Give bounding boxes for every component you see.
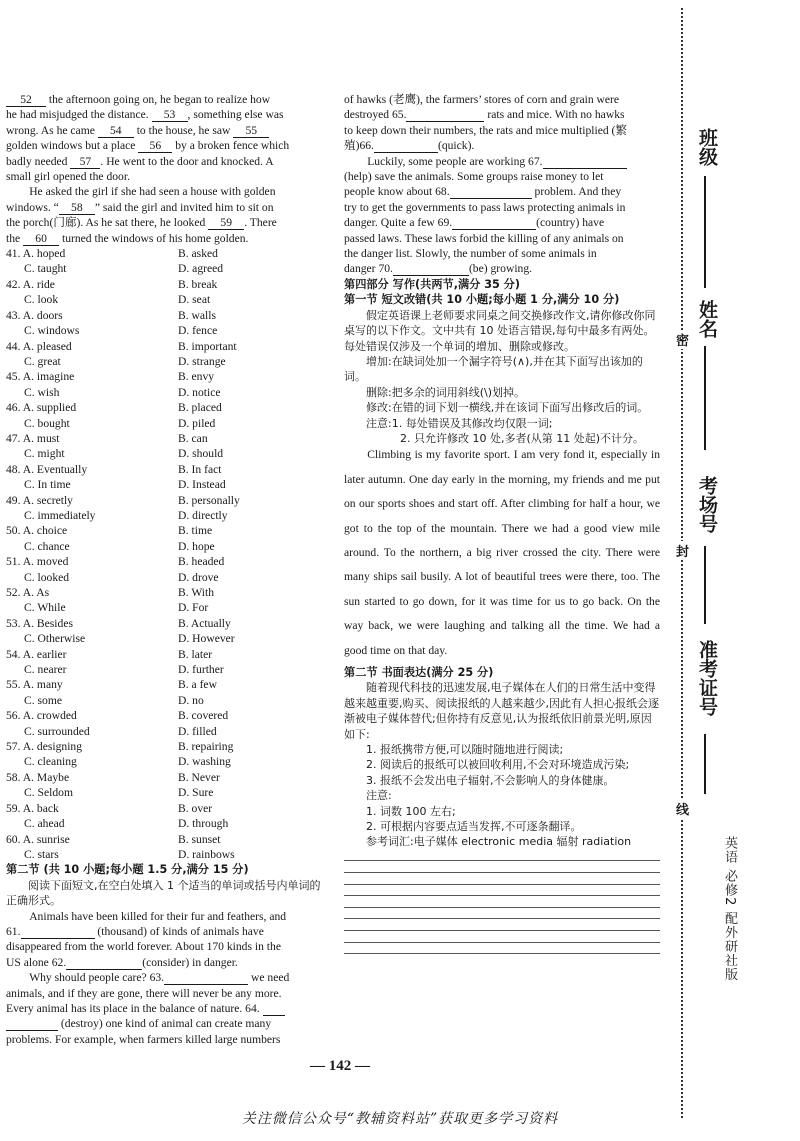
option-row — [6, 847, 324, 862]
option-b[interactable]: B. Never — [178, 770, 220, 784]
name-label: 姓名 — [696, 300, 718, 338]
proofread-essay: Climbing is my favorite sport. I am very fond it, especially in later autumn. One day early in the morning, my friends and me put on our sports shoes and start off. After climbing for half a hour, we got to the top of the mountain. There we had a good view mile around. To the northern, a big river crossed the city. There were many ships sail busily. A lot of beautiful trees were there, too. The sun started to go down, for it was time for us to go back. On the way back, we were laughing and talking all the time. We had a good time on that day. — [344, 448, 660, 657]
option-b[interactable]: B. later — [178, 647, 213, 661]
option-c[interactable]: C. wish — [24, 385, 60, 399]
answer-line[interactable] — [344, 896, 660, 908]
option-row — [6, 693, 324, 708]
writing-point-3: 3. 报纸不会发出电子辐射,不会影响人的身体健康。 — [366, 773, 615, 787]
left-column — [6, 92, 324, 1047]
blank-58: 58 — [59, 202, 95, 215]
option-b[interactable]: B. sunset — [178, 832, 221, 846]
passage-text: danger. Quite a few 69. — [344, 216, 453, 230]
passage-text: (destroy) one kind of animal can create many — [60, 1017, 272, 1031]
passage-text: try to get the governments to pass laws protecting animals in — [344, 200, 626, 214]
writing-reference-words: 参考词汇:电子媒体 electronic media 辐射 radiation — [366, 835, 632, 849]
seal-char-xian: 线 — [676, 799, 689, 818]
option-c[interactable]: C. Otherwise — [24, 632, 86, 646]
option-d[interactable]: D. fence — [178, 324, 218, 338]
blank-60: 60 — [23, 233, 59, 246]
multiple-choice-options — [6, 246, 324, 862]
option-row — [6, 585, 324, 600]
option-row — [6, 523, 324, 538]
option-b[interactable]: B. important — [178, 339, 237, 353]
option-c[interactable]: C. In time — [24, 478, 71, 492]
option-row — [6, 261, 324, 276]
passage-text: (thousand) of kinds of animals have — [97, 924, 264, 938]
passage-text: Every animal has its place in the balance of nature. 64. — [6, 1001, 260, 1015]
option-row — [6, 770, 324, 785]
option-row — [6, 308, 324, 323]
option-b[interactable]: B. a few — [178, 678, 217, 692]
option-b[interactable]: B. envy — [178, 370, 215, 384]
writing-intro: 随着现代科技的迅速发展,电子媒体在人们的日常生活中变得越来越重要,购买、阅读报纸的人越来越少,因此有人担心报纸会逐渐被电子媒体替代;但你持有反意见,认为报纸依旧前景光明,原因如下: — [344, 681, 659, 741]
blank-54: 54 — [98, 125, 134, 138]
option-b[interactable]: B. walls — [178, 308, 217, 322]
option-c[interactable]: C. windows — [24, 324, 80, 338]
blank-55: 55 — [233, 125, 269, 138]
option-b[interactable]: B. repairing — [178, 740, 234, 754]
option-b[interactable]: B. Actually — [178, 616, 231, 630]
passage-text: He asked the girl if she had seen a house with golden — [29, 185, 276, 199]
proofread-note-1: 注意:1. 每处错误及其修改均仅限一词; — [366, 416, 553, 430]
option-a[interactable]: 48. A. Eventually — [6, 462, 88, 476]
passage-text: 61. — [6, 924, 21, 938]
option-a[interactable]: 45. A. imagine — [6, 370, 75, 384]
option-a[interactable]: 42. A. ride — [6, 277, 55, 291]
writing-note-1: 1. 词数 100 左右; — [366, 804, 456, 818]
blank-65 — [406, 109, 484, 122]
option-c[interactable]: C. bought — [24, 416, 70, 430]
passage-text: (quick). — [437, 139, 475, 153]
passage-text: (country) have — [536, 216, 605, 230]
option-row — [6, 554, 324, 569]
option-c[interactable]: C. taught — [24, 262, 67, 276]
option-row — [6, 431, 324, 446]
writing-note-2: 2. 可根据内容要点适当发挥,不可逐条翻译。 — [366, 820, 582, 834]
option-c[interactable]: C. some — [24, 693, 63, 707]
option-c[interactable]: C. nearer — [24, 663, 67, 677]
option-row — [6, 801, 324, 816]
passage-text: to the house, he saw — [136, 123, 231, 137]
ticket-number-label: 准考证号 — [696, 640, 718, 716]
blank-59: 59 — [208, 217, 244, 230]
option-d[interactable]: D. drove — [178, 570, 219, 584]
exam-room-label: 考场号 — [696, 476, 718, 533]
option-c[interactable]: C. great — [24, 354, 61, 368]
passage-text: the afternoon going on, he began to realize how — [48, 93, 271, 106]
option-b[interactable]: B. covered — [178, 709, 229, 723]
blank-63 — [164, 972, 248, 985]
section2-instruction: 阅读下面短文,在空白处填入 1 个适当的单词或括号内单词的正确形式。 — [6, 878, 321, 908]
option-row — [6, 416, 324, 431]
proofread-heading: 第一节 短文改错(共 10 小题;每小题 1 分,满分 10 分) — [344, 293, 620, 307]
seal-char-feng: 封 — [676, 541, 689, 560]
passage-text: passed laws. These laws forbid the killing of any animals on — [344, 231, 624, 245]
exam-room-write-line[interactable] — [704, 546, 706, 624]
option-c[interactable]: C. chance — [24, 539, 70, 553]
blank-69 — [452, 217, 536, 230]
passage-text: destroyed 65. — [344, 108, 407, 122]
option-a[interactable]: 60. A. sunrise — [6, 832, 70, 846]
option-a[interactable]: 47. A. must — [6, 431, 60, 445]
option-d[interactable]: D. rainbows — [178, 847, 235, 861]
passage-text: golden windows but a place — [6, 139, 136, 153]
option-row — [6, 708, 324, 723]
passage-text: the — [6, 231, 21, 245]
option-row — [6, 369, 324, 384]
passage-text: disappeared from the world forever. About 170 kinds in the — [6, 940, 281, 954]
class-write-line[interactable] — [704, 176, 706, 288]
option-b[interactable]: B. With — [178, 586, 215, 599]
blank-67 — [543, 156, 627, 169]
part4-heading: 第四部分 写作(共两节,满分 35 分) — [344, 277, 520, 291]
answer-line[interactable] — [344, 919, 660, 931]
option-c[interactable]: C. cleaning — [24, 755, 77, 769]
option-row — [6, 385, 324, 400]
seal-char-mi: 密 — [676, 330, 689, 349]
passage-text: ” said the girl and invited him to sit on — [94, 200, 274, 214]
option-c[interactable]: C. Seldom — [24, 786, 73, 800]
option-b[interactable]: B. In fact — [178, 462, 222, 476]
blank-64-part — [263, 1003, 285, 1016]
option-d[interactable]: D. Sure — [178, 786, 214, 800]
option-d[interactable]: D. washing — [178, 755, 231, 769]
option-a[interactable]: 52. A. As — [6, 586, 50, 599]
passage-text: small girl opened the door. — [6, 170, 130, 184]
blank-68 — [450, 186, 532, 199]
answer-line[interactable] — [344, 943, 660, 955]
option-row — [6, 400, 324, 415]
passage-text: animals, and if they are gone, there will never be any more. — [6, 986, 282, 1000]
writing-heading: 第二节 书面表达(满分 25 分) — [344, 666, 494, 679]
option-row — [6, 339, 324, 354]
proofread-intro: 假定英语课上老师要求同桌之间交换修改作文,请你修改你同桌写的以下作文。文中共有 10 处语言错误,每句中最多有两处。每处错误仅涉及一个单词的增加、删除或修改。 — [344, 308, 656, 353]
option-a[interactable]: 56. A. crowded — [6, 709, 77, 723]
writing-answer-area[interactable] — [344, 850, 660, 954]
option-d[interactable]: D. through — [178, 817, 229, 831]
option-d[interactable]: D. directly — [178, 508, 228, 522]
passage-text: turned the windows of his home golden. — [61, 231, 249, 245]
option-a[interactable]: 50. A. choice — [6, 524, 68, 538]
option-d[interactable]: D. no — [178, 693, 204, 707]
passage-text: 殖)66. — [344, 139, 374, 153]
page-number: — 142 — — [310, 1058, 370, 1074]
blank-62 — [66, 957, 142, 970]
passage-text: Luckily, some people are working 67. — [367, 154, 543, 168]
passage-text: he had misjudged the distance. — [6, 108, 149, 122]
blank-64 — [6, 1018, 58, 1031]
option-b[interactable]: B. break — [178, 277, 218, 291]
option-row — [6, 493, 324, 508]
passage-text: windows. “ — [6, 200, 59, 214]
answer-line[interactable] — [344, 908, 660, 920]
option-b[interactable]: B. headed — [178, 555, 225, 569]
option-d[interactable]: D. For — [178, 601, 209, 615]
passage-text: we need — [250, 971, 290, 985]
option-c[interactable]: C. stars — [24, 847, 59, 861]
option-d[interactable]: D. agreed — [178, 262, 224, 276]
option-a[interactable]: 46. A. supplied — [6, 401, 77, 415]
passage-text: badly needed — [6, 154, 68, 168]
blank-52: 52 — [6, 94, 46, 107]
option-d[interactable]: D. hope — [178, 539, 215, 553]
option-row — [6, 508, 324, 523]
option-a[interactable]: 55. A. many — [6, 678, 63, 692]
passage-text: problems. For example, when farmers killed large numbers — [6, 1032, 281, 1046]
option-row — [6, 539, 324, 554]
answer-line[interactable] — [344, 850, 660, 862]
passage-text: danger 70. — [344, 262, 393, 276]
option-row — [6, 600, 324, 615]
option-d[interactable]: D. filled — [178, 724, 217, 738]
option-row — [6, 785, 324, 800]
blank-57: 57 — [70, 156, 100, 169]
proofread-delete-rule: 删除:把多余的词用斜线(\)划掉。 — [366, 385, 525, 399]
answer-line[interactable] — [344, 885, 660, 897]
passage-text: problem. And they — [534, 185, 622, 199]
option-row — [6, 724, 324, 739]
option-row — [6, 739, 324, 754]
passage-text: Why should people care? 63. — [29, 971, 165, 985]
blank-66 — [374, 140, 438, 153]
passage-text: by a broken fence which — [175, 139, 290, 153]
option-row — [6, 677, 324, 692]
option-d[interactable]: D. strange — [178, 354, 226, 368]
option-c[interactable]: C. immediately — [24, 508, 96, 522]
passage-text: US alone 62. — [6, 955, 67, 969]
option-a[interactable]: 59. A. back — [6, 801, 59, 815]
name-write-line[interactable] — [704, 346, 706, 450]
passage-text: (help) save the animals. Some groups raise money to let — [344, 170, 604, 184]
proofread-add-rule: 增加:在缺词处加一个漏字符号(∧),并在其下面写出该加的词。 — [344, 354, 643, 384]
option-a[interactable]: 43. A. doors — [6, 308, 63, 322]
writing-point-2: 2. 阅读后的报纸可以被回收利用,不会对环境造成污染; — [366, 758, 630, 772]
book-info: 英语 必修2 配外研社版 — [722, 836, 737, 982]
option-b[interactable]: B. personally — [178, 493, 240, 507]
option-row — [6, 631, 324, 646]
proofread-note-2: 2. 只允许修改 10 处,多者(从第 11 处起)不计分。 — [400, 431, 645, 445]
passage-text: people know about 68. — [344, 185, 450, 199]
ticket-number-write-line[interactable] — [704, 734, 706, 794]
passage-text: . He went to the door and knocked. A — [100, 154, 274, 168]
proofread-modify-rule: 修改:在错的词下划一横线,并在该词下面写出修改后的词。 — [366, 401, 649, 415]
section2-heading: 第二节 (共 10 小题;每小题 1.5 分,满分 15 分) — [6, 863, 249, 877]
option-a[interactable]: 57. A. designing — [6, 740, 83, 754]
option-row — [6, 754, 324, 769]
option-row — [6, 647, 324, 662]
option-d[interactable]: D. Instead — [178, 478, 226, 492]
class-label: 班级 — [696, 128, 718, 166]
option-row — [6, 662, 324, 677]
writing-point-1: 1. 报纸携带方便,可以随时随地进行阅读; — [366, 743, 564, 757]
option-a[interactable]: 54. A. earlier — [6, 647, 67, 661]
passage-text: to keep down their numbers, the rats and mice multiplied (繁 — [344, 123, 628, 137]
passage-text: . There — [244, 216, 277, 230]
option-d[interactable]: D. further — [178, 663, 224, 677]
option-d[interactable]: D. However — [178, 632, 235, 646]
option-d[interactable]: D. piled — [178, 416, 216, 430]
passage-text: Animals have been killed for their fur and feathers, and — [29, 909, 287, 923]
passage-text: (consider) in danger. — [142, 955, 238, 969]
passage-text: the danger list. Slowly, the number of some animals in — [344, 247, 597, 261]
option-c[interactable]: C. surrounded — [24, 724, 90, 738]
option-row — [6, 570, 324, 585]
option-a[interactable]: 58. A. Maybe — [6, 770, 70, 784]
option-row — [6, 832, 324, 847]
option-row — [6, 462, 324, 477]
option-c[interactable]: C. While — [24, 601, 66, 615]
option-row — [6, 277, 324, 292]
right-column — [344, 92, 660, 954]
answer-line[interactable] — [344, 861, 660, 873]
option-c[interactable]: C. looked — [24, 570, 70, 584]
option-row — [6, 477, 324, 492]
option-b[interactable]: B. can — [178, 431, 208, 445]
binding-dotted-line — [681, 8, 683, 1118]
passage-text: the porch(门廊). As he sat there, he looked — [6, 216, 206, 230]
option-a[interactable]: 41. A. hoped — [6, 247, 66, 261]
answer-line[interactable] — [344, 931, 660, 943]
option-b[interactable]: B. over — [178, 801, 213, 815]
passage-cloze-end — [6, 92, 324, 246]
option-d[interactable]: D. notice — [178, 385, 221, 399]
option-a[interactable]: 49. A. secretly — [6, 493, 73, 507]
option-row — [6, 246, 324, 261]
passage-text: of hawks (老鹰), the farmers’ stores of corn and grain were — [344, 93, 620, 106]
answer-line[interactable] — [344, 873, 660, 885]
option-c[interactable]: C. might — [24, 447, 65, 461]
option-row — [6, 446, 324, 461]
option-row — [6, 616, 324, 631]
option-b[interactable]: B. asked — [178, 247, 218, 261]
passage-text: wrong. As he came — [6, 123, 95, 137]
blank-56: 56 — [138, 140, 172, 153]
option-c[interactable]: C. ahead — [24, 817, 65, 831]
option-d[interactable]: D. seat — [178, 293, 211, 307]
writing-note-title: 注意: — [366, 789, 392, 803]
option-c[interactable]: C. look — [24, 293, 59, 307]
option-a[interactable]: 51. A. moved — [6, 555, 69, 569]
passage-text: , something else was — [187, 108, 284, 122]
grammar-fill-passage-cont — [344, 92, 660, 277]
option-a[interactable]: 44. A. pleased — [6, 339, 72, 353]
grammar-fill-passage — [6, 909, 324, 1048]
option-b[interactable]: B. time — [178, 524, 213, 538]
option-b[interactable]: B. placed — [178, 401, 222, 415]
passage-text: (be) growing. — [468, 262, 533, 276]
passage-text: rats and mice. With no hawks — [487, 108, 625, 122]
option-row — [6, 816, 324, 831]
option-a[interactable]: 53. A. Besides — [6, 616, 73, 630]
option-row — [6, 323, 324, 338]
option-row — [6, 354, 324, 369]
blank-61 — [21, 926, 95, 939]
option-d[interactable]: D. should — [178, 447, 224, 461]
blank-53: 53 — [152, 109, 188, 122]
option-row — [6, 292, 324, 307]
footer-note: 关注微信公众号“教辅资料站”获取更多学习资料 — [241, 1111, 559, 1127]
blank-70 — [393, 263, 469, 276]
